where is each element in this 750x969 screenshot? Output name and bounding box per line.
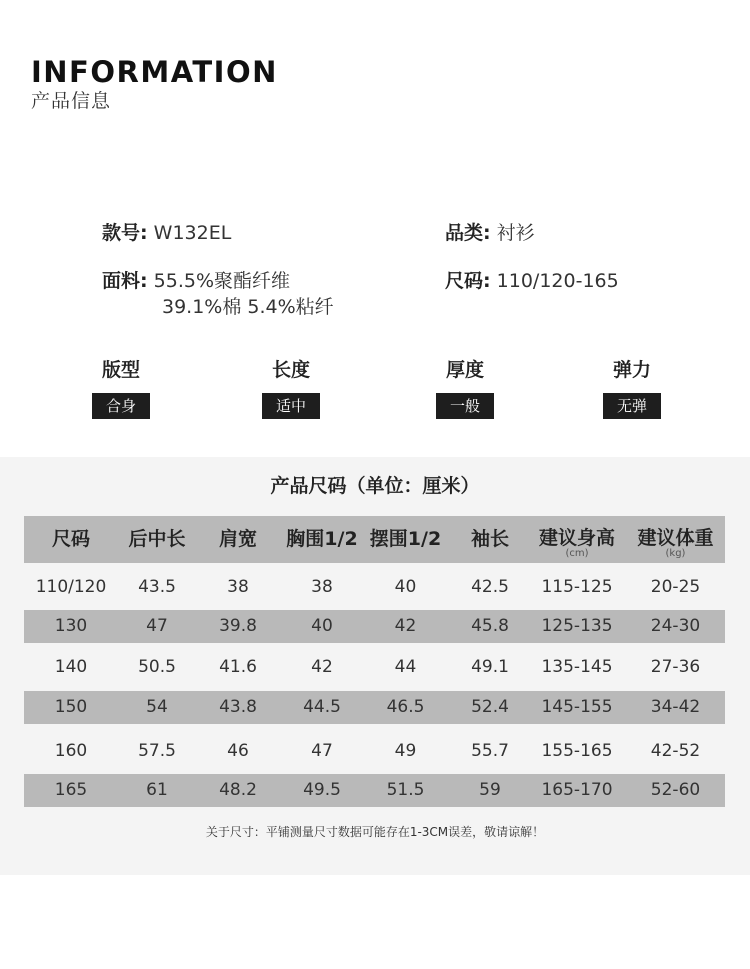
- table-cell: 49.5: [303, 780, 341, 800]
- table-cell: 49: [394, 741, 417, 761]
- category-label: 品类:: [445, 222, 491, 244]
- table-cell: 47: [311, 741, 333, 761]
- header-height-unit: (cm): [565, 548, 589, 559]
- header-chest: 胸围1/2: [286, 528, 358, 550]
- size-table-header: [24, 516, 725, 563]
- table-cell: 38: [311, 577, 333, 597]
- attribute-label: 长度: [271, 359, 310, 381]
- attribute-elasticity: [572, 357, 692, 419]
- table-cell: 51.5: [386, 780, 425, 800]
- table-row: [24, 571, 725, 604]
- size-range-value: 110/120-165: [496, 270, 619, 292]
- size-range-label: 尺码:: [445, 270, 491, 292]
- fabric-line-1: 55.5%聚酯纤维: [153, 270, 291, 292]
- table-cell: 44.5: [303, 697, 341, 717]
- attribute-label: 厚度: [445, 359, 484, 381]
- header-back-length: 后中长: [128, 528, 186, 550]
- table-row: [24, 735, 725, 768]
- header-shoulder: 肩宽: [218, 528, 257, 550]
- table-cell: 165: [54, 780, 88, 800]
- table-cell: 55.7: [471, 741, 509, 761]
- table-cell: 160: [54, 741, 88, 761]
- fabric-label: 面料:: [102, 270, 148, 292]
- size-range-row: [445, 268, 619, 294]
- size-chart-title: 产品尺码（单位：厘米）: [270, 475, 480, 497]
- style-number-label: 款号:: [102, 222, 148, 244]
- table-cell: 125-135: [541, 616, 613, 636]
- table-cell: 46: [227, 741, 249, 761]
- table-cell: 165-170: [541, 780, 613, 800]
- style-number-row: [102, 220, 231, 246]
- table-cell: 49.1: [471, 657, 509, 677]
- category-row: [445, 220, 535, 246]
- header-weight: 建议体重 (kg): [626, 516, 725, 563]
- table-cell: 24-30: [650, 616, 701, 636]
- table-cell: 52-60: [650, 780, 701, 800]
- table-row: [24, 651, 725, 684]
- table-cell: 20-25: [650, 577, 701, 597]
- fabric-row: [102, 268, 290, 294]
- attribute-tag: 适中: [262, 393, 320, 419]
- attribute-tag: 一般: [436, 393, 494, 419]
- table-cell: 40: [311, 616, 333, 636]
- table-cell: 40: [394, 577, 417, 597]
- table-cell: 54: [146, 697, 168, 717]
- attribute-tag: 无弹: [603, 393, 661, 419]
- table-cell: 57.5: [138, 741, 176, 761]
- attribute-label: 弹力: [612, 359, 651, 381]
- header-hem: 摆围1/2: [369, 528, 442, 550]
- table-cell: 50.5: [138, 657, 176, 677]
- page-title-en: INFORMATION: [31, 55, 278, 89]
- style-number-value: W132EL: [153, 222, 232, 244]
- size-note: 关于尺寸：平铺测量尺寸数据可能存在1-3CM误差，敬请谅解！: [205, 825, 545, 839]
- table-cell: 52.4: [471, 697, 509, 717]
- attribute-length: [231, 357, 351, 419]
- table-cell: 42.5: [471, 577, 509, 597]
- table-cell: 46.5: [386, 697, 425, 717]
- table-cell: 130: [54, 616, 88, 636]
- table-cell: 110/120: [35, 577, 107, 597]
- header-size: 尺码: [51, 528, 90, 550]
- table-cell: 150: [54, 697, 88, 717]
- table-cell: 155-165: [541, 741, 613, 761]
- header-weight-unit: (kg): [665, 548, 686, 559]
- table-cell: 48.2: [219, 780, 257, 800]
- header-sleeve: 袖长: [470, 528, 509, 550]
- table-cell: 61: [146, 780, 168, 800]
- table-cell: 27-36: [650, 657, 701, 677]
- table-cell: 43.5: [138, 577, 176, 597]
- table-cell: 42: [394, 616, 417, 636]
- table-cell: 45.8: [471, 616, 509, 636]
- table-cell: 59: [479, 780, 501, 800]
- table-cell: 135-145: [541, 657, 613, 677]
- table-cell: 43.8: [219, 697, 257, 717]
- table-cell: 44: [394, 657, 417, 677]
- category-value: 衬衫: [496, 222, 535, 244]
- fabric-row-2: [162, 294, 334, 320]
- table-cell: 115-125: [541, 577, 613, 597]
- table-row: [24, 691, 725, 724]
- table-row: [24, 610, 725, 643]
- table-cell: 47: [146, 616, 168, 636]
- attribute-tag: 合身: [92, 393, 150, 419]
- table-cell: 41.6: [219, 657, 257, 677]
- table-cell: 34-42: [650, 697, 701, 717]
- table-cell: 39.8: [219, 616, 257, 636]
- table-cell: 42-52: [650, 741, 701, 761]
- table-cell: 42: [311, 657, 333, 677]
- table-cell: 145-155: [541, 697, 613, 717]
- header-height: 建议身高 (cm): [528, 516, 626, 563]
- attribute-fit: [61, 357, 181, 419]
- table-cell: 140: [54, 657, 88, 677]
- page-title-cn: 产品信息: [31, 90, 112, 112]
- table-cell: 38: [227, 577, 249, 597]
- table-row: [24, 774, 725, 807]
- attribute-label: 版型: [101, 359, 140, 381]
- attribute-thickness: [405, 357, 525, 419]
- fabric-line-2: 39.1%棉 5.4%粘纤: [162, 296, 334, 318]
